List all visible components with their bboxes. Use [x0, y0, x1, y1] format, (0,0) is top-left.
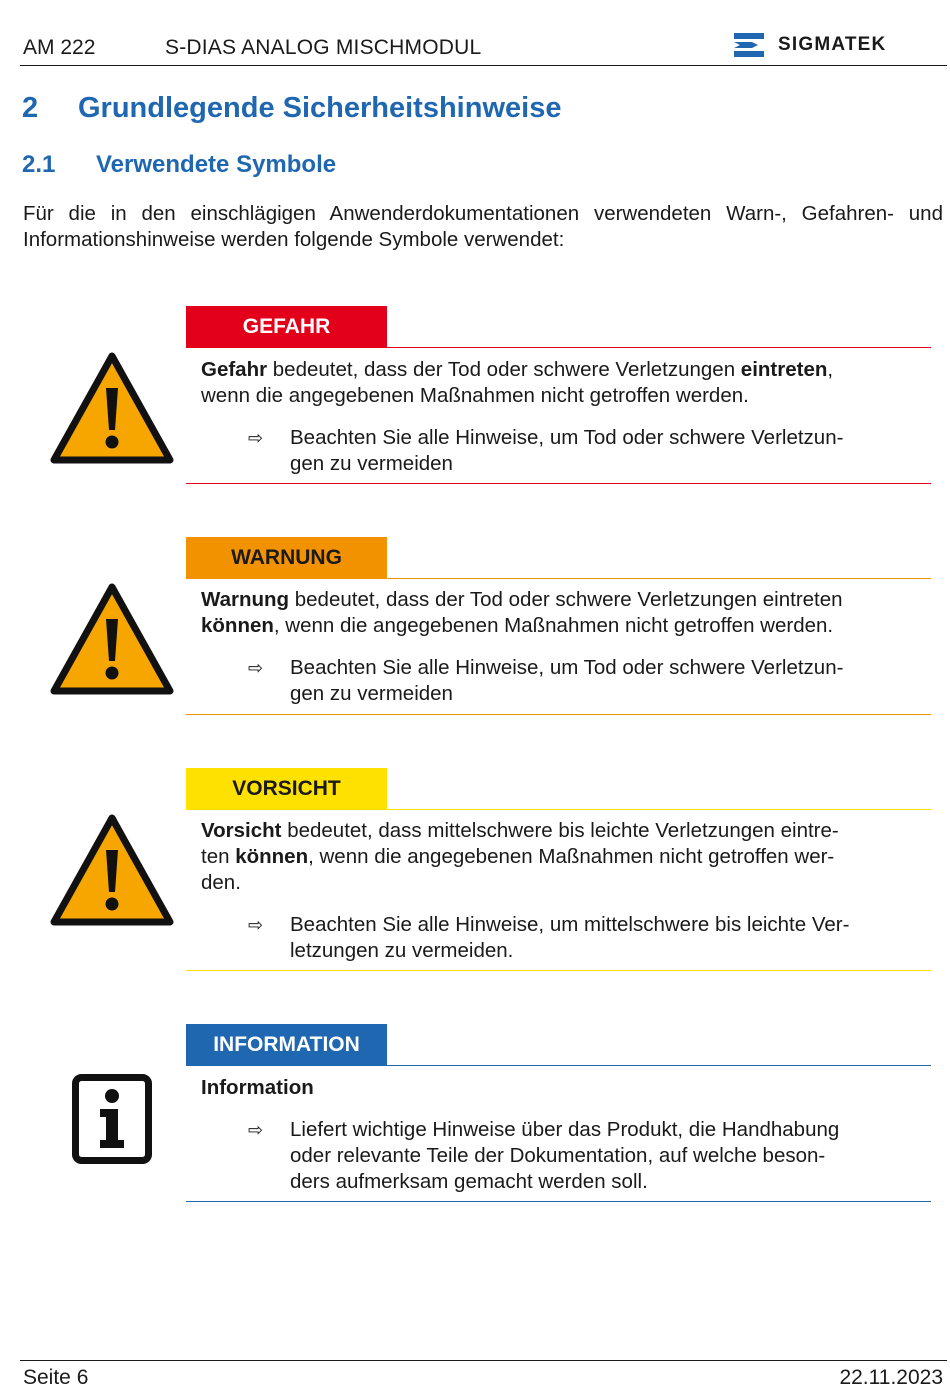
notice-tab-line — [387, 347, 931, 348]
notice-bottom-line — [186, 714, 931, 715]
notice-bottom-line — [186, 1201, 931, 1202]
section-heading — [22, 92, 561, 125]
notice-bottom-line — [186, 970, 931, 971]
subsection-heading — [22, 151, 336, 179]
notice-bullet-text: Beachten Sie alle Hinweise, um mittelschwere bis leichte Ver- letzungen zu vermeiden. — [290, 913, 850, 962]
subsection-number: 2.1 — [22, 151, 56, 178]
logo-text: SIGMATEK — [778, 34, 887, 55]
notice-text-bold: können — [235, 845, 309, 868]
arrow-right-icon: ⇨ — [248, 428, 264, 448]
footer-date: 22.11.2023 — [839, 1366, 943, 1389]
notice-text-bold: Information — [201, 1076, 314, 1099]
notice-text-span: ten — [201, 845, 236, 868]
notice-bullet-text: Liefert wichtige Hinweise über das Produkt, die Handhabung oder relevante Teile der Dokumentation, auf welche beson- ders aufmerksam gemacht werden soll. — [290, 1118, 840, 1193]
notice-tab-label: VORSICHT — [232, 777, 341, 800]
notice-text-bold: können — [201, 614, 274, 637]
notice-bottom-line — [186, 483, 931, 484]
header-rule — [20, 65, 947, 66]
subsection-title: Verwendete Symbole — [96, 151, 337, 178]
notice-text-span: , wenn die angegebenen Maßnahmen nicht getroffen werden. — [273, 614, 834, 637]
document-code: AM 222 — [23, 36, 96, 59]
notice-text-span: , — [827, 358, 834, 381]
notice-tab-label: WARNUNG — [231, 546, 342, 569]
warning-triangle-icon — [50, 352, 174, 464]
notice-text-span: bedeutet, dass der Tod oder schwere Verletzungen — [267, 358, 741, 381]
notice-tab — [186, 1024, 387, 1066]
notice-text — [201, 357, 911, 409]
notice-bullet-text: Beachten Sie alle Hinweise, um Tod oder schwere Verletzun- gen zu vermeiden — [290, 656, 844, 705]
warning-triangle-icon — [50, 583, 174, 695]
notice-text-bold: Gefahr — [201, 358, 268, 381]
notice-text — [201, 818, 911, 896]
warning-triangle-icon — [50, 814, 174, 926]
arrow-right-icon: ⇨ — [248, 915, 264, 935]
notice-text-span: bedeutet, dass der Tod oder schwere Verletzungen eintreten — [289, 588, 843, 611]
page-number: Seite 6 — [23, 1366, 89, 1389]
sigmatek-logo — [732, 32, 944, 58]
section-number: 2 — [22, 92, 39, 124]
notice-tab-label: GEFAHR — [242, 315, 331, 338]
information-icon — [72, 1074, 152, 1164]
notice-text-bold: Warnung — [201, 588, 290, 611]
notice-tab-line — [387, 809, 931, 810]
notice-text-span: bedeutet, dass mittelschwere bis leichte Verletzungen eintre- — [281, 819, 839, 842]
notice-text-span: wenn die angegebenen Maßnahmen nicht getroffen werden. — [201, 384, 749, 407]
notice-text-span: den. — [201, 871, 241, 894]
intro-paragraph: Für die in den einschlägigen Anwenderdokumentationen verwendeten Warn-, Gefahren- und Informationshinweise werden folgende Symbole verwendet: — [23, 202, 943, 251]
notice-text-bold: eintreten — [740, 358, 828, 381]
notice-tab-line — [387, 578, 931, 579]
notice-tab — [186, 537, 387, 579]
notice-text-span: , wenn die angegebenen Maßnahmen nicht getroffen wer- — [308, 845, 835, 868]
arrow-right-icon: ⇨ — [248, 658, 264, 678]
notice-tab-line — [387, 1065, 931, 1066]
sigmatek-logo-icon — [732, 32, 766, 58]
arrow-right-icon: ⇨ — [248, 1120, 264, 1140]
notice-text — [201, 587, 911, 639]
footer-rule — [20, 1360, 947, 1361]
notice-bullet-text: Beachten Sie alle Hinweise, um Tod oder schwere Verletzun- gen zu vermeiden — [290, 426, 844, 475]
notice-text — [201, 1075, 911, 1101]
document-title: S-DIAS ANALOG MISCHMODUL — [165, 36, 482, 59]
notice-text-bold: Vorsicht — [201, 819, 282, 842]
section-title: Grundlegende Sicherheitshinweise — [78, 92, 562, 124]
notice-tab — [186, 768, 387, 810]
notice-tab — [186, 306, 387, 348]
notice-tab-label: INFORMATION — [213, 1033, 360, 1056]
